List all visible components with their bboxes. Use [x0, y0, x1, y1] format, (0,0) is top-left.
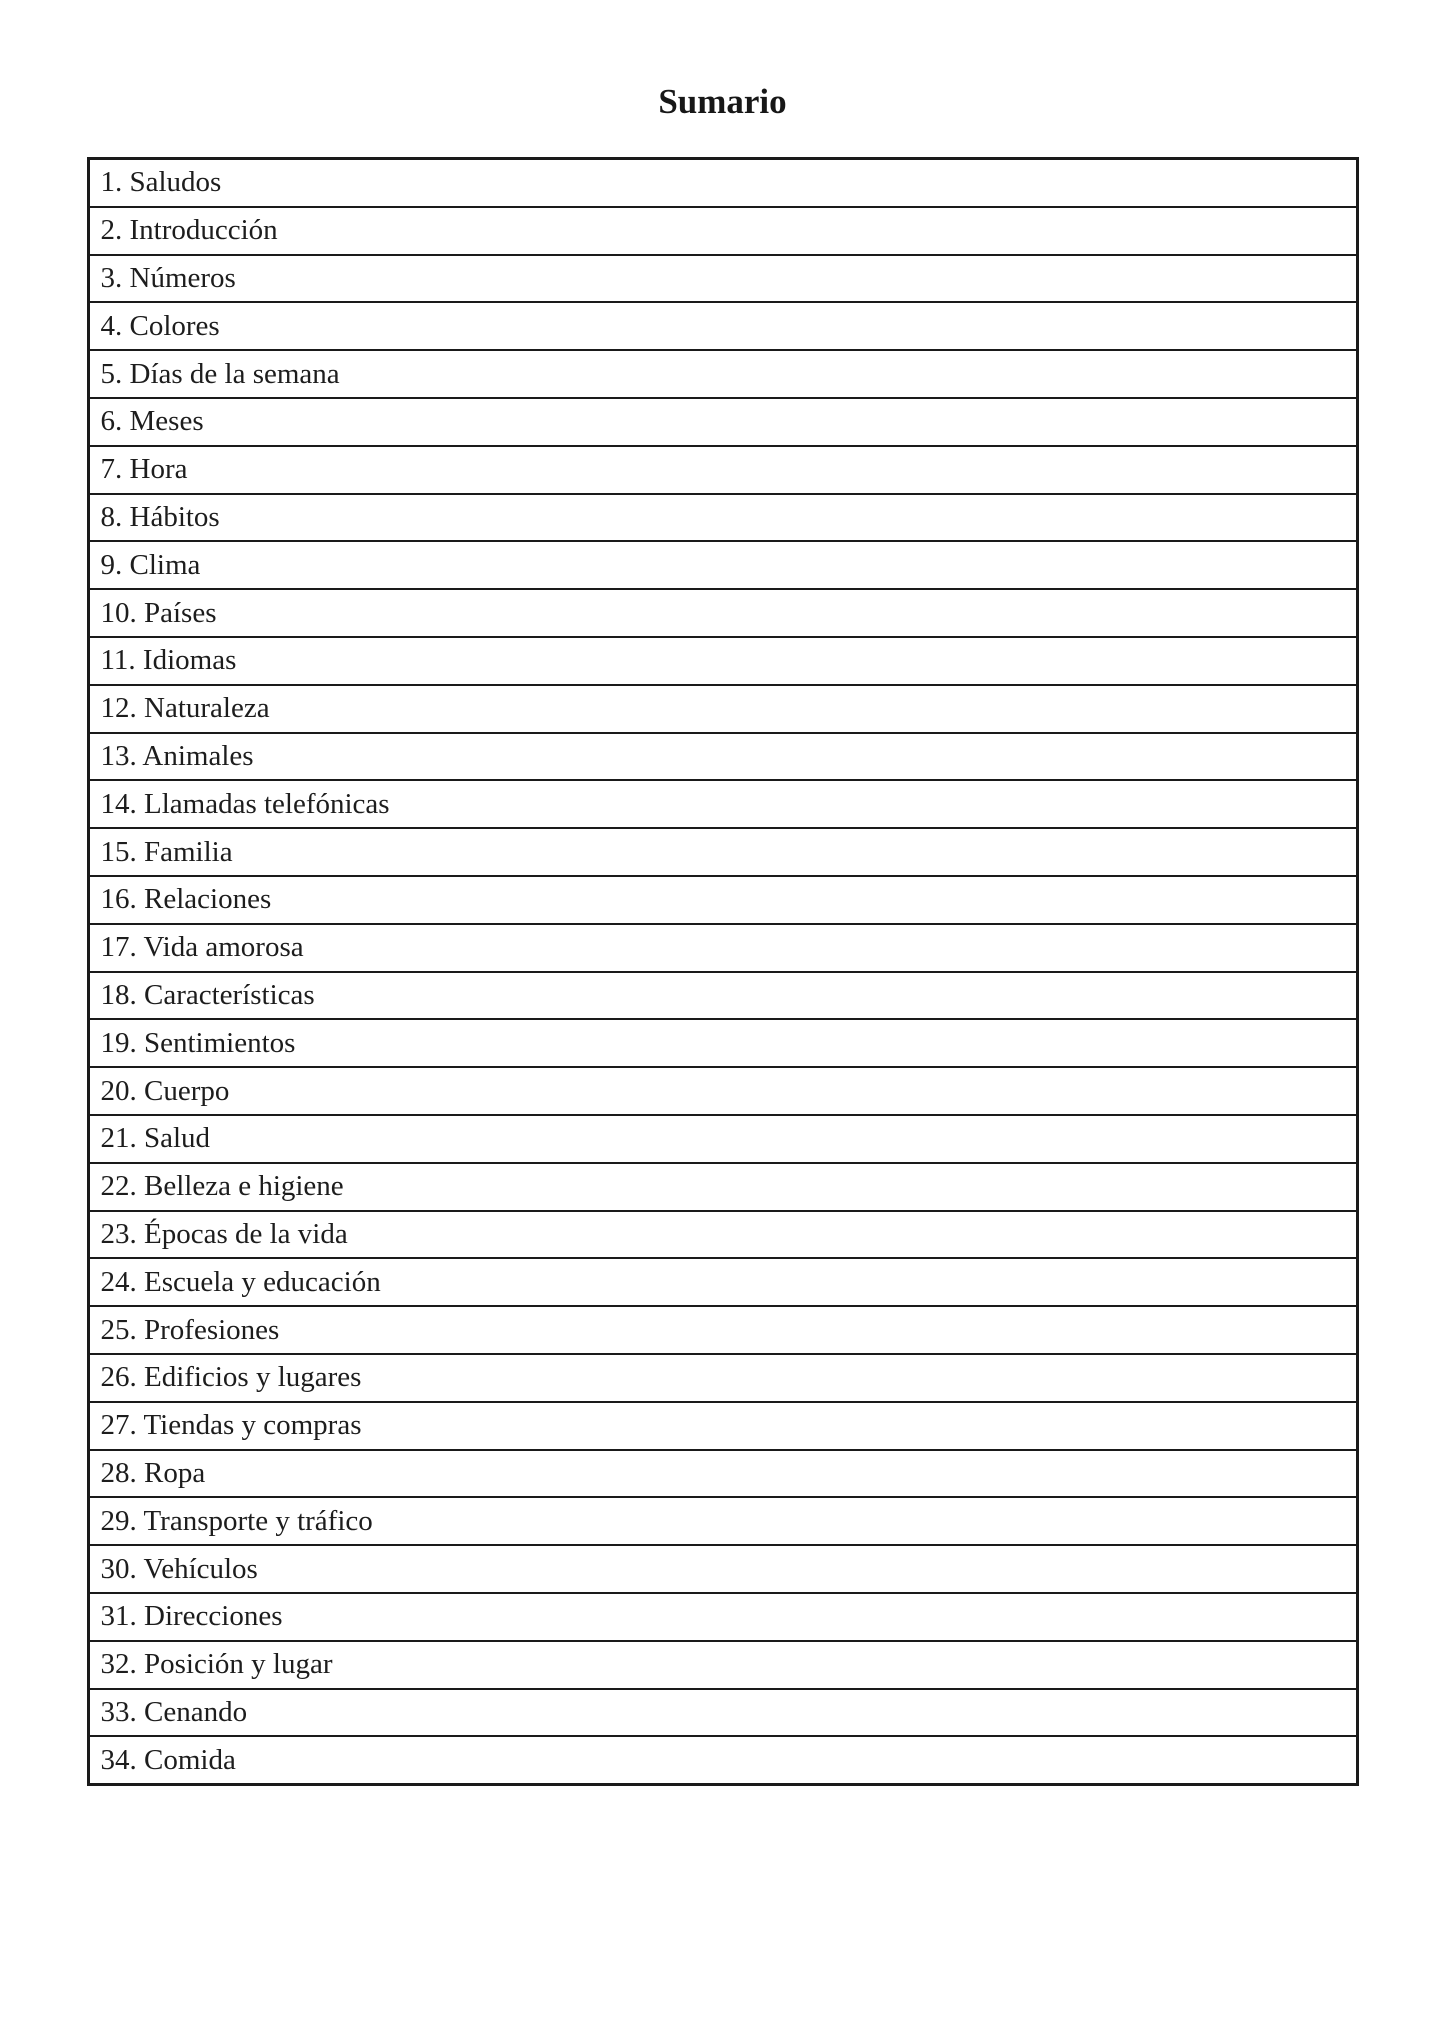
toc-row-text: 28. Ropa	[100, 1456, 206, 1489]
toc-row-text: 31. Direcciones	[100, 1600, 283, 1633]
toc-row	[90, 829, 1356, 877]
toc-row-text: 19. Sentimientos	[100, 1026, 296, 1059]
toc-row	[90, 1212, 1356, 1260]
toc-row-text: 1. Saludos	[100, 166, 222, 199]
toc-row-text: 30. Vehículos	[100, 1552, 258, 1585]
toc-row-text: 24. Escuela y educación	[100, 1265, 381, 1298]
toc-row	[90, 925, 1356, 973]
page-title: Sumario	[658, 82, 787, 121]
toc-row	[90, 447, 1356, 495]
toc-row	[90, 1068, 1356, 1116]
toc-row-text: 4. Colores	[100, 309, 220, 342]
toc-row	[90, 1594, 1356, 1642]
toc-row	[90, 1164, 1356, 1212]
toc-row	[90, 1546, 1356, 1594]
toc-row	[90, 160, 1356, 208]
toc-row-text: 8. Hábitos	[100, 500, 220, 533]
toc-row-text: 33. Cenando	[100, 1695, 248, 1728]
toc-row	[90, 1307, 1356, 1355]
toc-row	[90, 542, 1356, 590]
toc-row-text: 5. Días de la semana	[100, 357, 340, 390]
toc-row	[90, 638, 1356, 686]
toc-row-text: 10. Países	[100, 596, 217, 629]
toc-row-text: 18. Características	[100, 978, 315, 1011]
toc-row	[90, 1642, 1356, 1690]
toc-row-text: 13. Animales	[100, 739, 254, 772]
toc-row-text: 15. Familia	[100, 835, 233, 868]
toc-row	[90, 399, 1356, 447]
toc-row	[90, 1355, 1356, 1403]
toc-row-text: 25. Profesiones	[100, 1313, 280, 1346]
toc-row	[90, 590, 1356, 638]
toc-row	[90, 877, 1356, 925]
toc-row	[90, 1498, 1356, 1546]
toc-row-text: 20. Cuerpo	[100, 1074, 230, 1107]
toc-row-text: 3. Números	[100, 261, 236, 294]
toc-row	[90, 1403, 1356, 1451]
toc-row	[90, 1737, 1356, 1783]
toc-row	[90, 734, 1356, 782]
toc-row-text: 34. Comida	[100, 1743, 236, 1776]
toc-row	[90, 1116, 1356, 1164]
toc-row-text: 22. Belleza e higiene	[100, 1170, 344, 1203]
toc-row	[90, 1259, 1356, 1307]
toc-row-text: 23. Épocas de la vida	[100, 1217, 348, 1250]
toc-row-text: 17. Vida amorosa	[100, 931, 304, 964]
toc-row-text: 29. Transporte y tráfico	[100, 1504, 373, 1537]
toc-row-text: 27. Tiendas y compras	[100, 1409, 362, 1442]
toc-row-text: 26. Edificios y lugares	[100, 1361, 362, 1394]
toc-row	[90, 303, 1356, 351]
toc-row	[90, 351, 1356, 399]
toc-row-text: 6. Meses	[100, 405, 204, 438]
toc-row-text: 21. Salud	[100, 1122, 211, 1155]
toc-row-text: 12. Naturaleza	[100, 692, 270, 725]
toc-row	[90, 495, 1356, 543]
toc-row	[90, 781, 1356, 829]
toc-table	[87, 157, 1359, 1786]
toc-row-text: 11. Idiomas	[100, 644, 237, 677]
toc-row-text: 2. Introducción	[100, 214, 278, 247]
toc-row	[90, 256, 1356, 304]
toc-row	[90, 973, 1356, 1021]
toc-row	[90, 1451, 1356, 1499]
toc-row-text: 32. Posición y lugar	[100, 1648, 333, 1681]
toc-row-text: 9. Clima	[100, 548, 201, 581]
toc-row-text: 14. Llamadas telefónicas	[100, 787, 390, 820]
toc-row-text: 16. Relaciones	[100, 883, 272, 916]
toc-row	[90, 1020, 1356, 1068]
toc-row	[90, 1690, 1356, 1738]
toc-row	[90, 686, 1356, 734]
toc-row	[90, 208, 1356, 256]
toc-row-text: 7. Hora	[100, 453, 188, 486]
